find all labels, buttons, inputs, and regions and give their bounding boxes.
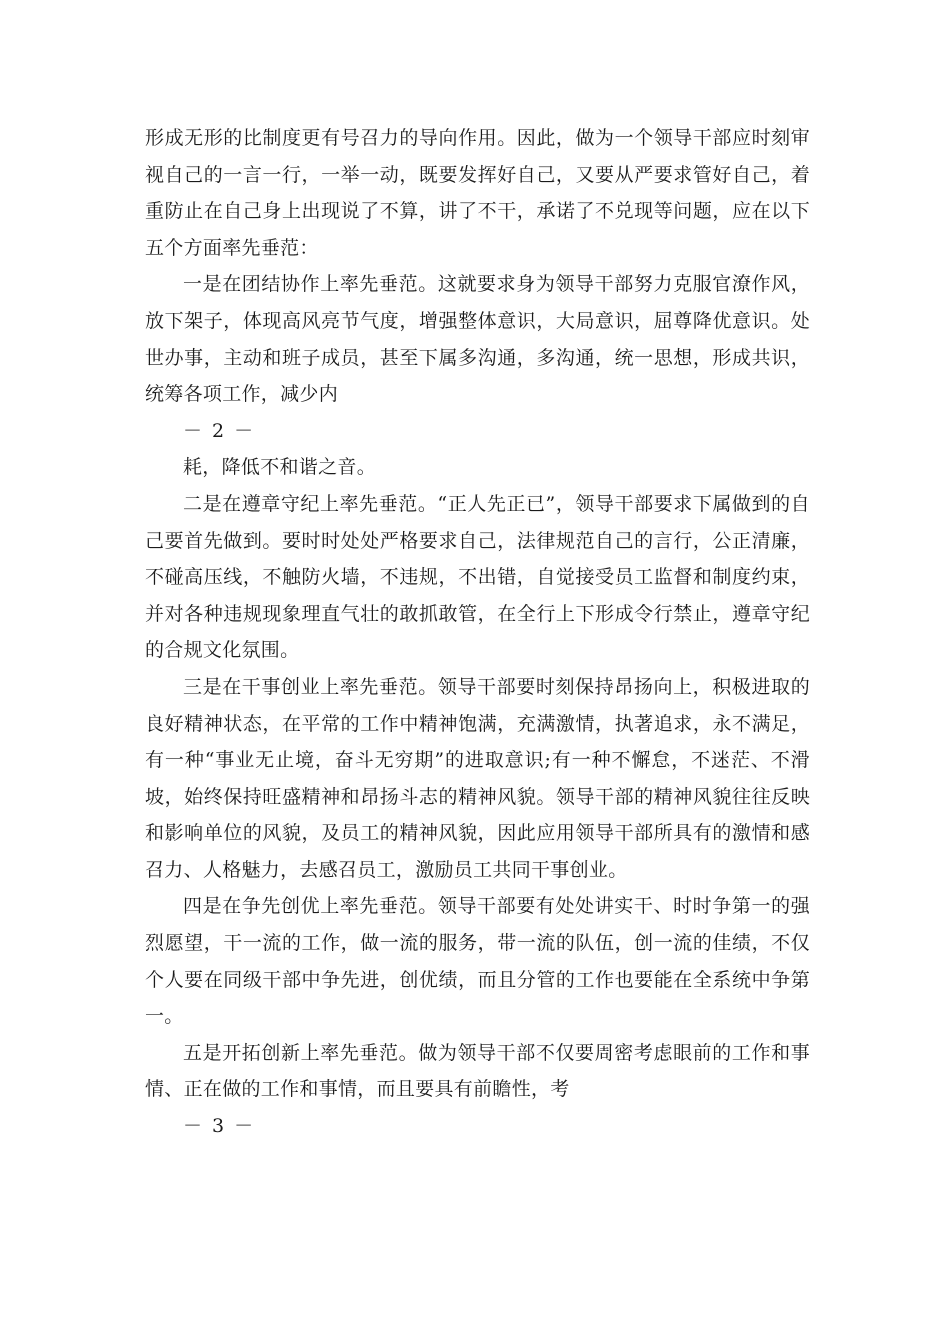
- paragraph-item-one: 一是在团结协作上率先垂范。这就要求身为领导干部努力克服官潦作风，放下架子，体现高风亮节气度，增强整体意识，大局意识，屈尊降优意识。处世办事，主动和班子成员，甚至下属多沟通，多沟通，统一思想，形成共识，统筹各项工作，减少内: [145, 273, 810, 406]
- paragraph-item-three: 三是在干事创业上率先垂范。领导干部要时刻保持昂扬向上，积极进取的良好精神状态，在平常的工作中精神饱满，充满激情，执著追求，永不满足，有一种“事业无止境，奋斗无穷期”的进取意识;有一种不懈怠，不迷茫、不滑坡，始终保持旺盛精神和昂扬斗志的精神风貌。领导干部的精神风貌往往反映和影响单位的风貌，及员工的精神风貌，因此应用领导干部所具有的激情和感召力、人格魅力，去感召员工，激励员工共同干事创业。: [145, 675, 810, 881]
- document-page: [145, 120, 810, 1145]
- page-number-2: － 2 －: [183, 419, 256, 442]
- paragraph-item-one-end: 耗，降低不和谐之音。: [183, 456, 377, 479]
- paragraph-item-two: 二是在遵章守纪上率先垂范。“正人先正已”，领导干部要求下属做到的自己要首先做到。要时时处处严格要求自己，法律规范自己的言行，公正清廉，不碰高压线，不触防火墙，不违规，不出错，自觉接受员工监督和制度约束，并对各种违规现象理直气壮的敢抓敢管，在全行上下形成令行禁止，遵章守纪的合规文化氛围。: [145, 492, 810, 662]
- page-number-3: － 3 －: [183, 1115, 256, 1138]
- paragraph-item-five: 五是开拓创新上率先垂范。做为领导干部不仅要周密考虑眼前的工作和事情、正在做的工作和事情，而且要具有前瞻性，考: [145, 1041, 810, 1101]
- paragraph-item-four: 四是在争先创优上率先垂范。领导干部要有处处讲实干、时时争第一的强烈愿望，干一流的工作，做一流的服务，带一流的队伍，创一流的佳绩，不仅个人要在同级干部中争先进，创优绩，而且分管的工作也要能在全系统中争第一。: [145, 895, 810, 1028]
- paragraph-continuation: 形成无形的比制度更有号召力的导向作用。因此，做为一个领导干部应时刻审视自己的一言一行，一举一动，既要发挥好自己，又要从严要求管好自己，着重防止在自己身上出现说了不算，讲了不干，承诺了不兑现等问题，应在以下五个方面率先垂范：: [145, 127, 810, 259]
